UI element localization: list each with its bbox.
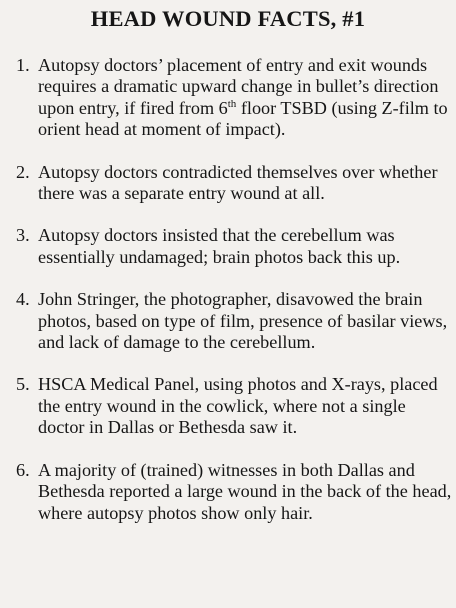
fact-text: HSCA Medical Panel, using photos and X-rays, placed the entry wound in the cowlick, where not a single doctor in Dallas or Bethesda saw it. — [38, 374, 438, 438]
fact-item-3 — [16, 225, 452, 268]
fact-number: 2. — [16, 161, 30, 182]
fact-text: Autopsy doctors contradicted themselves over whether there was a separate entry wound at all. — [38, 161, 438, 204]
fact-number: 6. — [16, 459, 30, 480]
fact-number: 5. — [16, 374, 30, 395]
fact-text: A majority of (trained) witnesses in both Dallas and Bethesda reported a large wound in the back of the head, where autopsy photos show only hair. — [38, 459, 452, 523]
fact-text-part: floor TSBD (using Z-film to orient head at moment of impact). — [38, 97, 448, 140]
fact-text — [38, 55, 452, 141]
fact-item-4 — [16, 289, 452, 353]
fact-item-1 — [16, 55, 452, 141]
fact-text: John Stringer, the photographer, disavowed the brain photos, based on type of film, presence of basilar views, and lack of damage to the cerebellum. — [38, 289, 448, 353]
page-title: HEAD WOUND FACTS, #1 — [90, 6, 366, 31]
ordinal-suffix: th — [227, 97, 237, 110]
fact-text-part: Autopsy doctors’ placement of entry and exit wounds requires a dramatic upward change in bullet’s direction upon entry, if fired from 6 — [38, 55, 439, 118]
fact-item-6 — [16, 460, 452, 524]
fact-number: 4. — [16, 289, 30, 310]
fact-number: 1. — [16, 55, 30, 75]
fact-text: Autopsy doctors insisted that the cerebellum was essentially undamaged; brain photos back this up. — [38, 225, 401, 267]
facts-list — [16, 55, 452, 545]
fact-item-2 — [16, 162, 452, 205]
fact-number: 3. — [16, 225, 30, 246]
fact-item-5 — [16, 374, 452, 438]
